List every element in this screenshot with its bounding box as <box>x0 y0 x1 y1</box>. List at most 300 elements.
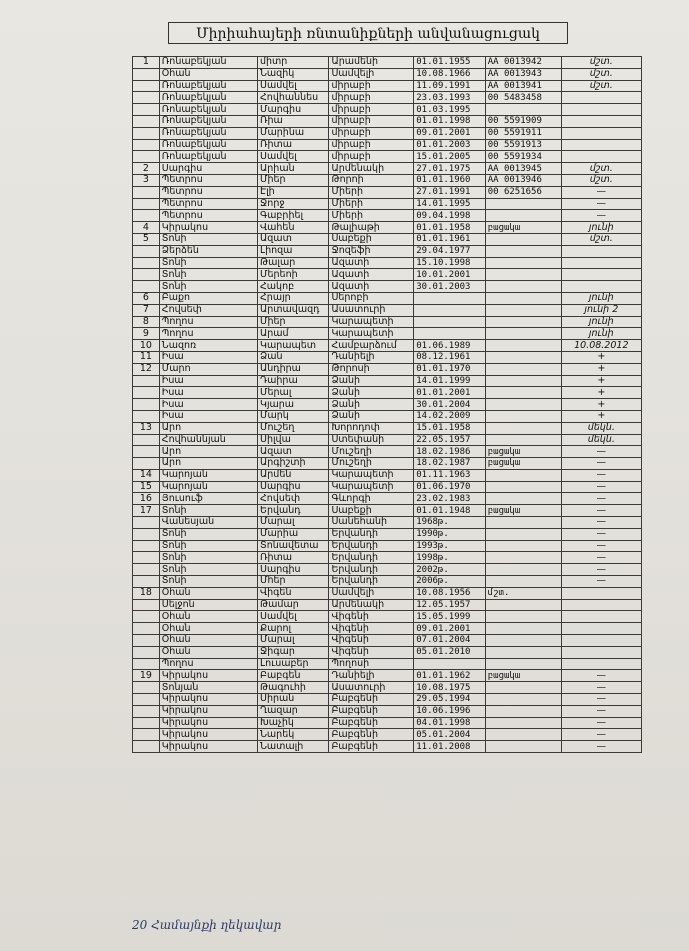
birth-date-cell: 1968թ. <box>414 517 485 529</box>
first-name-cell: Ռիտա <box>258 139 329 151</box>
table-row <box>133 717 642 729</box>
surname-cell: Կիրակոս <box>159 694 257 706</box>
row-number-cell: 10 <box>133 340 160 352</box>
row-number-cell <box>133 576 160 588</box>
surname-cell: Ռոնաբեկյան <box>159 92 257 104</box>
patronymic-cell: Սամվելի <box>329 587 414 599</box>
first-name-cell: միտր <box>258 57 329 69</box>
birth-date-cell: 23.02.1983 <box>414 493 485 505</box>
birth-date-cell: 29.05.1994 <box>414 694 485 706</box>
passport-number-cell <box>485 717 561 729</box>
patronymic-cell: Սերոբի <box>329 292 414 304</box>
table-row <box>133 292 642 304</box>
row-number-cell <box>133 458 160 470</box>
patronymic-cell: Երվանդի <box>329 564 414 576</box>
birth-date-cell: 29.04.1977 <box>414 245 485 257</box>
passport-number-cell <box>485 599 561 611</box>
row-number-cell: 2 <box>133 163 160 175</box>
patronymic-cell: Ասատուրի <box>329 682 414 694</box>
birth-date-cell: 15.05.1999 <box>414 611 485 623</box>
birth-date-cell: 15.01.1958 <box>414 422 485 434</box>
passport-number-cell <box>485 658 561 670</box>
status-note-cell <box>561 245 641 257</box>
birth-date-cell: 1998թ. <box>414 552 485 564</box>
table-row <box>133 186 642 198</box>
passport-number-cell <box>485 623 561 635</box>
first-name-cell: Ազատ <box>258 233 329 245</box>
passport-number-cell: 00 5591934 <box>485 151 561 163</box>
table-row <box>133 517 642 529</box>
table-row <box>133 635 642 647</box>
row-number-cell: 16 <box>133 493 160 505</box>
row-number-cell <box>133 658 160 670</box>
passport-number-cell <box>485 104 561 116</box>
patronymic-cell: Երվանդի <box>329 528 414 540</box>
row-number-cell: 13 <box>133 422 160 434</box>
surname-cell: Ռոնաբեկյան <box>159 127 257 139</box>
status-note-cell: — <box>561 505 641 517</box>
surname-cell: Նազոռ <box>159 340 257 352</box>
status-note-cell: մեկն. <box>561 434 641 446</box>
patronymic-cell: Ազատի <box>329 281 414 293</box>
birth-date-cell: 30.01.2004 <box>414 399 485 411</box>
birth-date-cell: 01.03.1995 <box>414 104 485 116</box>
status-note-cell: — <box>561 729 641 741</box>
passport-number-cell <box>485 540 561 552</box>
passport-number-cell: 00 5483458 <box>485 92 561 104</box>
passport-number-cell <box>485 210 561 222</box>
surname-cell: Իսա <box>159 387 257 399</box>
surname-cell: Կիրակոս <box>159 222 257 234</box>
table-row <box>133 92 642 104</box>
table-row <box>133 340 642 352</box>
row-number-cell: 8 <box>133 316 160 328</box>
birth-date-cell: 01.01.2001 <box>414 387 485 399</box>
patronymic-cell: Թալիաթի <box>329 222 414 234</box>
row-number-cell <box>133 729 160 741</box>
first-name-cell: Երվանդ <box>258 505 329 517</box>
patronymic-cell: Կարապետի <box>329 316 414 328</box>
birth-date-cell: 14.01.1999 <box>414 375 485 387</box>
passport-number-cell <box>485 517 561 529</box>
row-number-cell <box>133 127 160 139</box>
status-note-cell: — <box>561 493 641 505</box>
passport-number-cell: մշտ. <box>485 587 561 599</box>
passport-number-cell: AA 0013941 <box>485 80 561 92</box>
first-name-cell: Վիգեն <box>258 587 329 599</box>
table-row <box>133 163 642 175</box>
status-note-cell: — <box>561 682 641 694</box>
row-number-cell <box>133 741 160 753</box>
passport-number-cell: 00 5591913 <box>485 139 561 151</box>
patronymic-cell: միրաբի <box>329 115 414 127</box>
birth-date-cell: 01.01.1948 <box>414 505 485 517</box>
row-number-cell <box>133 623 160 635</box>
first-name-cell: Ռիտա <box>258 552 329 564</box>
patronymic-cell: Սանեհանի <box>329 517 414 529</box>
table-row <box>133 599 642 611</box>
table-row <box>133 80 642 92</box>
status-note-cell <box>561 281 641 293</box>
passport-number-cell <box>485 245 561 257</box>
first-name-cell: Սիլվա <box>258 434 329 446</box>
first-name-cell: Արմեն <box>258 469 329 481</box>
birth-date-cell: 05.01.2010 <box>414 646 485 658</box>
birth-date-cell: 10.08.1956 <box>414 587 485 599</box>
row-number-cell <box>133 410 160 422</box>
status-note-cell: — <box>561 186 641 198</box>
passport-number-cell <box>485 552 561 564</box>
status-note-cell: — <box>561 469 641 481</box>
patronymic-cell: Դանիելի <box>329 351 414 363</box>
surname-cell: Բաքո <box>159 292 257 304</box>
row-number-cell: 1 <box>133 57 160 69</box>
status-note-cell <box>561 115 641 127</box>
passport-number-cell: բացակա <box>485 222 561 234</box>
first-name-cell: Նարեկ <box>258 729 329 741</box>
row-number-cell <box>133 210 160 222</box>
surname-cell: Տոնի <box>159 552 257 564</box>
row-number-cell <box>133 80 160 92</box>
table-body <box>133 57 642 753</box>
first-name-cell: Սարգիս <box>258 564 329 576</box>
row-number-cell <box>133 399 160 411</box>
birth-date-cell: 01.11.1963 <box>414 469 485 481</box>
birth-date-cell: 2002թ. <box>414 564 485 576</box>
table-row <box>133 422 642 434</box>
first-name-cell: Թագուհի <box>258 682 329 694</box>
patronymic-cell: Արմենակի <box>329 163 414 175</box>
passport-number-cell <box>485 399 561 411</box>
birth-date-cell: 05.01.2004 <box>414 729 485 741</box>
status-note-cell: — <box>561 528 641 540</box>
birth-date-cell: 08.12.1961 <box>414 351 485 363</box>
status-note-cell: — <box>561 564 641 576</box>
patronymic-cell: Երվանդի <box>329 552 414 564</box>
first-name-cell: Մուշեղ <box>258 422 329 434</box>
surname-cell: Կիրակոս <box>159 741 257 753</box>
birth-date-cell: 15.10.1998 <box>414 257 485 269</box>
patronymic-cell: Կարապետի <box>329 328 414 340</box>
first-name-cell: Ջիգար <box>258 646 329 658</box>
first-name-cell: Մերեոի <box>258 269 329 281</box>
surname-cell: Կիրակոս <box>159 705 257 717</box>
row-number-cell <box>133 528 160 540</box>
table-row <box>133 399 642 411</box>
passport-number-cell <box>485 729 561 741</box>
row-number-cell <box>133 646 160 658</box>
birth-date-cell: 11.09.1991 <box>414 80 485 92</box>
status-note-cell: յունի <box>561 328 641 340</box>
patronymic-cell: միրաբի <box>329 80 414 92</box>
first-name-cell: Դաիրա <box>258 375 329 387</box>
row-number-cell: 9 <box>133 328 160 340</box>
row-number-cell: 3 <box>133 174 160 186</box>
passport-number-cell: 00 5591909 <box>485 115 561 127</box>
status-note-cell: մշտ. <box>561 68 641 80</box>
table-row <box>133 304 642 316</box>
surname-cell: Կիրակոս <box>159 729 257 741</box>
first-name-cell: Մարգիս <box>258 104 329 116</box>
patronymic-cell: Մուշեղի <box>329 446 414 458</box>
surname-cell: Տոնի <box>159 281 257 293</box>
first-name-cell: Սիրան <box>258 694 329 706</box>
table-row <box>133 104 642 116</box>
table-row <box>133 469 642 481</box>
passport-number-cell <box>485 351 561 363</box>
surname-cell: Տոնի <box>159 505 257 517</box>
passport-number-cell <box>485 469 561 481</box>
first-name-cell: Մարինա <box>258 127 329 139</box>
passport-number-cell <box>485 422 561 434</box>
passport-number-cell <box>485 434 561 446</box>
first-name-cell: Հովսեփ <box>258 493 329 505</box>
birth-date-cell: 01.01.1998 <box>414 115 485 127</box>
passport-number-cell <box>485 410 561 422</box>
table-row <box>133 682 642 694</box>
surname-cell: Իսա <box>159 410 257 422</box>
table-row <box>133 68 642 80</box>
passport-number-cell <box>485 328 561 340</box>
first-name-cell: Տոնավետա <box>258 540 329 552</box>
patronymic-cell: Համբարձում <box>329 340 414 352</box>
status-note-cell: + <box>561 410 641 422</box>
row-number-cell: 19 <box>133 670 160 682</box>
status-note-cell: + <box>561 399 641 411</box>
patronymic-cell: Վիգենի <box>329 646 414 658</box>
patronymic-cell: Ձանի <box>329 399 414 411</box>
first-name-cell: Խաչիկ <box>258 717 329 729</box>
birth-date-cell <box>414 292 485 304</box>
passport-number-cell <box>485 387 561 399</box>
patronymic-cell: միրաբի <box>329 151 414 163</box>
patronymic-cell: միրաբի <box>329 92 414 104</box>
status-note-cell: — <box>561 717 641 729</box>
first-name-cell: Ձան <box>258 351 329 363</box>
birth-date-cell: 01.01.1958 <box>414 222 485 234</box>
status-note-cell: — <box>561 458 641 470</box>
row-number-cell <box>133 694 160 706</box>
table-row <box>133 151 642 163</box>
row-number-cell <box>133 552 160 564</box>
first-name-cell: Էլի <box>258 186 329 198</box>
row-number-cell <box>133 245 160 257</box>
surname-cell: Տոնի <box>159 528 257 540</box>
row-number-cell: 14 <box>133 469 160 481</box>
surname-cell: Մարո <box>159 363 257 375</box>
birth-date-cell: 22.05.1957 <box>414 434 485 446</box>
first-name-cell: Արամ <box>258 328 329 340</box>
table-row <box>133 564 642 576</box>
status-note-cell: — <box>561 481 641 493</box>
passport-number-cell <box>485 576 561 588</box>
row-number-cell <box>133 517 160 529</box>
status-note-cell: + <box>561 387 641 399</box>
table-row <box>133 729 642 741</box>
surname-cell: Կարոյան <box>159 469 257 481</box>
status-note-cell: — <box>561 741 641 753</box>
first-name-cell: Արգիշտի <box>258 458 329 470</box>
surname-cell: Օհան <box>159 587 257 599</box>
row-number-cell: 11 <box>133 351 160 363</box>
first-name-cell: Լուսաբեր <box>258 658 329 670</box>
surname-cell: Օհան <box>159 623 257 635</box>
first-name-cell: Գաբրիել <box>258 210 329 222</box>
passport-number-cell: AA 0013945 <box>485 163 561 175</box>
first-name-cell: Հակոբ <box>258 281 329 293</box>
patronymic-cell: Բաբգենի <box>329 705 414 717</box>
passport-number-cell <box>485 198 561 210</box>
table-row <box>133 611 642 623</box>
birth-date-cell: 14.01.1995 <box>414 198 485 210</box>
patronymic-cell: Ազատի <box>329 257 414 269</box>
table-row <box>133 528 642 540</box>
birth-date-cell: 09.04.1998 <box>414 210 485 222</box>
row-number-cell <box>133 104 160 116</box>
birth-date-cell: 01.01.1960 <box>414 174 485 186</box>
status-note-cell: մշտ. <box>561 80 641 92</box>
status-note-cell <box>561 635 641 647</box>
status-note-cell <box>561 611 641 623</box>
surname-cell: Ռոնաբեկյան <box>159 151 257 163</box>
status-note-cell <box>561 257 641 269</box>
surname-cell: Պետրոս <box>159 198 257 210</box>
patronymic-cell: Ազատի <box>329 269 414 281</box>
status-note-cell: — <box>561 694 641 706</box>
surname-cell: Յուսուֆ <box>159 493 257 505</box>
row-number-cell <box>133 387 160 399</box>
row-number-cell <box>133 705 160 717</box>
patronymic-cell: Բաբգենի <box>329 694 414 706</box>
table-row <box>133 257 642 269</box>
table-row <box>133 646 642 658</box>
passport-number-cell <box>485 316 561 328</box>
row-number-cell <box>133 434 160 446</box>
row-number-cell <box>133 198 160 210</box>
row-number-cell <box>133 269 160 281</box>
table-row <box>133 458 642 470</box>
status-note-cell: + <box>561 351 641 363</box>
table-row <box>133 233 642 245</box>
status-note-cell: յունի <box>561 316 641 328</box>
first-name-cell: Հովհաննես <box>258 92 329 104</box>
surname-cell: Տոնի <box>159 576 257 588</box>
status-note-cell: — <box>561 576 641 588</box>
passport-number-cell <box>485 304 561 316</box>
surname-cell: Վանեսյան <box>159 517 257 529</box>
table-row <box>133 658 642 670</box>
row-number-cell: 12 <box>133 363 160 375</box>
surname-cell: Կարոյան <box>159 481 257 493</box>
birth-date-cell: 10.08.1975 <box>414 682 485 694</box>
status-note-cell: մշտ. <box>561 163 641 175</box>
table-row <box>133 328 642 340</box>
first-name-cell: Անդիրա <box>258 363 329 375</box>
patronymic-cell: Միերի <box>329 210 414 222</box>
birth-date-cell: 18.02.1986 <box>414 446 485 458</box>
row-number-cell <box>133 611 160 623</box>
passport-number-cell: բացակա <box>485 670 561 682</box>
passport-number-cell <box>485 741 561 753</box>
row-number-cell <box>133 92 160 104</box>
patronymic-cell: Թորոի <box>329 174 414 186</box>
passport-number-cell: 00 6251656 <box>485 186 561 198</box>
table-row <box>133 552 642 564</box>
first-name-cell: Մարիա <box>258 528 329 540</box>
first-name-cell: Մարալ <box>258 517 329 529</box>
status-note-cell: յունի <box>561 292 641 304</box>
surname-cell: Ձերձեն <box>159 245 257 257</box>
status-note-cell <box>561 599 641 611</box>
table-row <box>133 587 642 599</box>
birth-date-cell <box>414 316 485 328</box>
status-note-cell: — <box>561 670 641 682</box>
first-name-cell: Վահեն <box>258 222 329 234</box>
passport-number-cell <box>485 611 561 623</box>
passport-number-cell <box>485 705 561 717</box>
surname-cell: Արո <box>159 458 257 470</box>
birth-date-cell: 10.08.1966 <box>414 68 485 80</box>
first-name-cell: Ռիա <box>258 115 329 127</box>
patronymic-cell: Դանիելի <box>329 670 414 682</box>
surname-cell: Պետրոս <box>159 174 257 186</box>
first-name-cell: Նատալի <box>258 741 329 753</box>
first-name-cell: Մհեր <box>258 576 329 588</box>
patronymic-cell: Բաբգենի <box>329 741 414 753</box>
passport-number-cell <box>485 646 561 658</box>
status-note-cell: — <box>561 540 641 552</box>
status-note-cell: — <box>561 198 641 210</box>
birth-date-cell: 1993թ. <box>414 540 485 552</box>
patronymic-cell: Ջոզեֆի <box>329 245 414 257</box>
row-number-cell: 6 <box>133 292 160 304</box>
table-row <box>133 705 642 717</box>
table-row <box>133 363 642 375</box>
passport-number-cell <box>485 682 561 694</box>
surname-cell: Ռոնաբեկյան <box>159 57 257 69</box>
status-note-cell <box>561 92 641 104</box>
surname-cell: Պետրոս <box>159 210 257 222</box>
surname-cell: Տոնի <box>159 233 257 245</box>
patronymic-cell: Պողոսի <box>329 658 414 670</box>
birth-date-cell: 01.06.1989 <box>414 340 485 352</box>
surname-cell: Սելջոն <box>159 599 257 611</box>
row-number-cell <box>133 186 160 198</box>
birth-date-cell: 30.01.2003 <box>414 281 485 293</box>
family-list-table <box>132 56 642 753</box>
first-name-cell: Սարգիս <box>258 481 329 493</box>
status-note-cell <box>561 151 641 163</box>
row-number-cell <box>133 717 160 729</box>
row-number-cell: 18 <box>133 587 160 599</box>
birth-date-cell: 01.01.1961 <box>414 233 485 245</box>
row-number-cell <box>133 115 160 127</box>
status-note-cell: յունի 2 <box>561 304 641 316</box>
passport-number-cell: 00 5591911 <box>485 127 561 139</box>
status-note-cell: — <box>561 446 641 458</box>
table-row <box>133 623 642 635</box>
first-name-cell: Թալար <box>258 257 329 269</box>
passport-number-cell <box>485 269 561 281</box>
first-name-cell: Արտավազդ <box>258 304 329 316</box>
passport-number-cell <box>485 375 561 387</box>
first-name-cell: Սամվել <box>258 611 329 623</box>
birth-date-cell: 09.01.2001 <box>414 127 485 139</box>
status-note-cell: մշտ. <box>561 174 641 186</box>
first-name-cell: Ջորջ <box>258 198 329 210</box>
first-name-cell: Սամվել <box>258 80 329 92</box>
patronymic-cell: Մուշեղի <box>329 458 414 470</box>
